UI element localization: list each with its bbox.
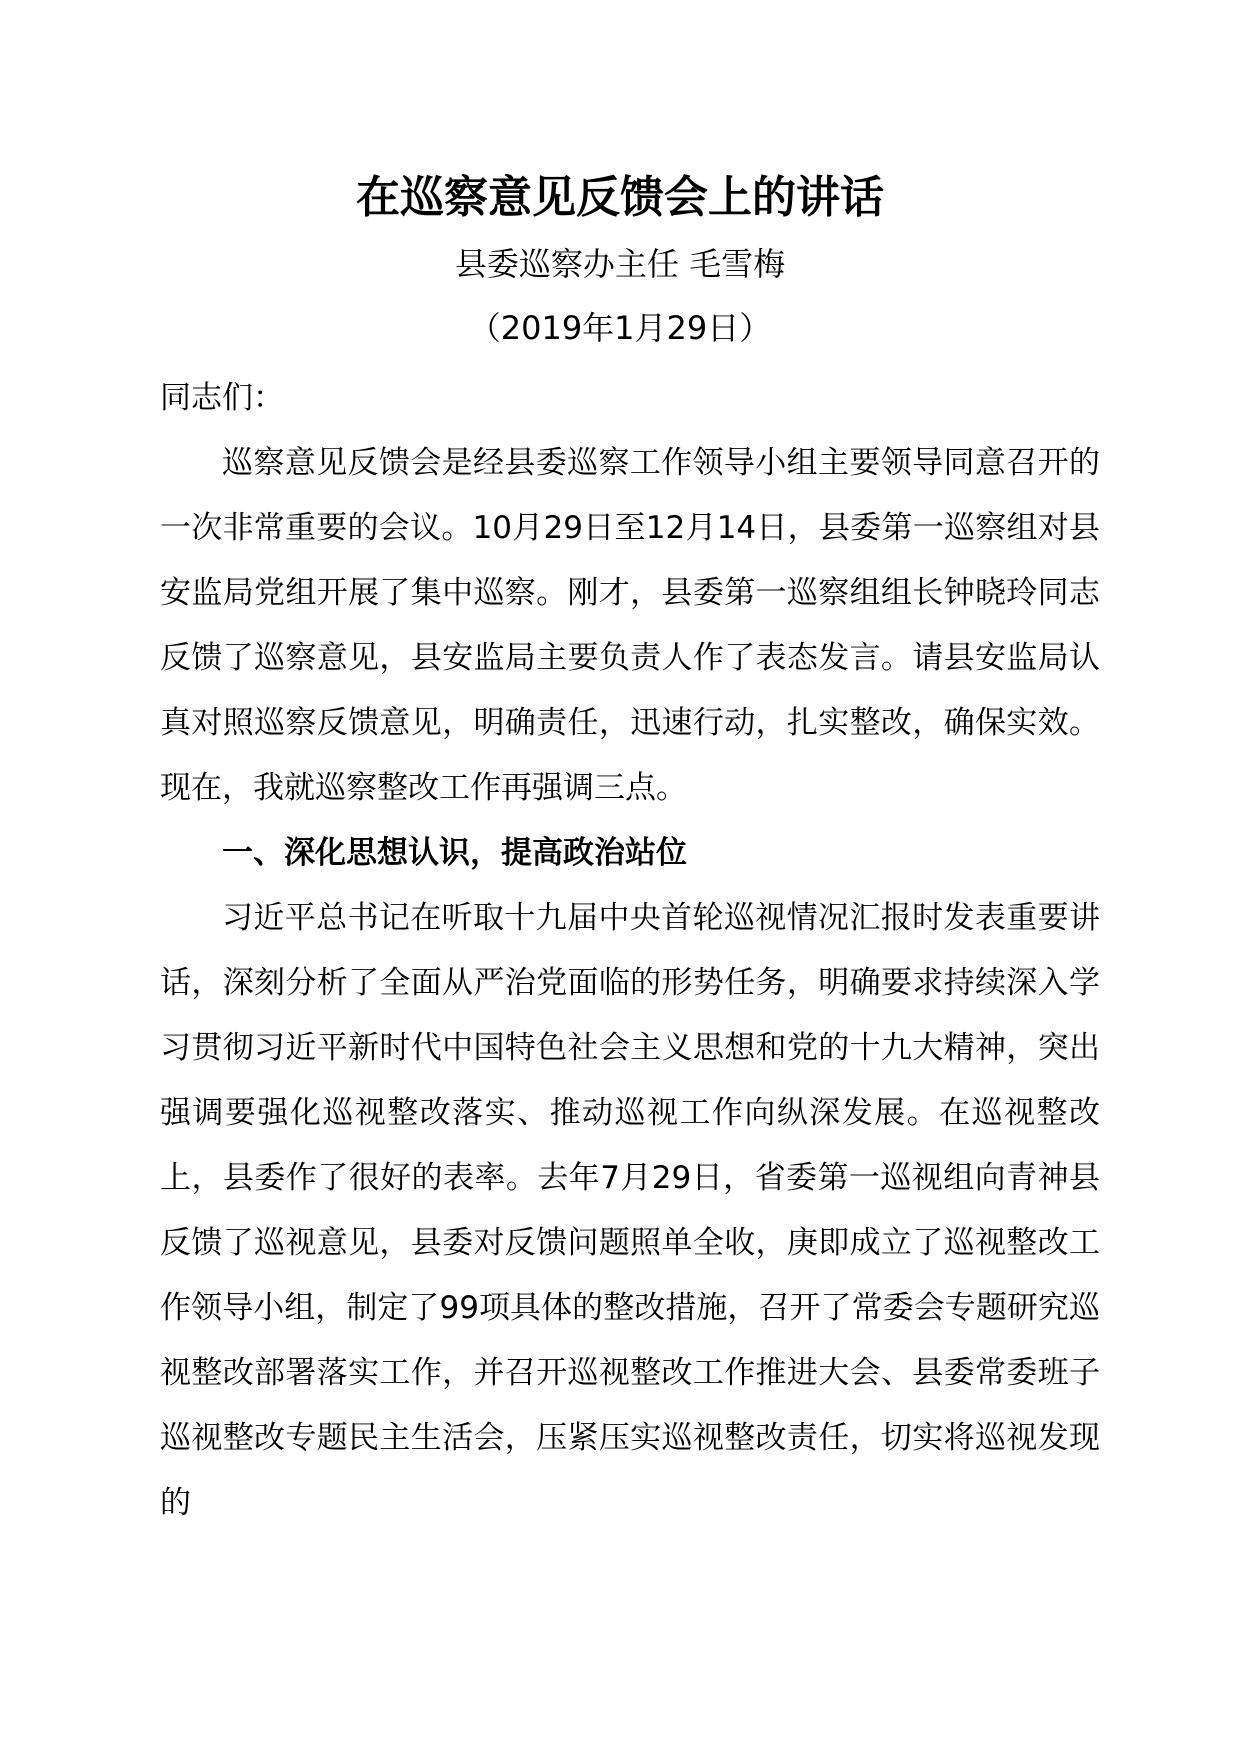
speech-body <box>160 366 1100 1536</box>
paragraph-section-one: 习近平总书记在听取十九届中央首轮巡视情况汇报时发表重要讲话，深刻分析了全面从严治党面临的形势任务，明确要求持续深入学习贯彻习近平新时代中国特色社会主义思想和党的十九大精神，突出强调要强化巡视整改落实、推动巡视工作向纵深发展。在巡视整改上，县委作了很好的表率。去年7月29日，省委第一巡视组向青神县反馈了巡视意见，县委对反馈问题照单全收，庚即成立了巡视整改工作领导小组，制定了99项具体的整改措施，召开了常委会专题研究巡视整改部署落实工作，并召开巡视整改工作推进大会、县委常委班子巡视整改专题民主生活会，压紧压实巡视整改责任，切实将巡视发现的 <box>160 900 1100 1521</box>
date-line: （2019年1月29日） <box>468 309 772 347</box>
author-line: 县委巡察办主任 毛雪梅 <box>454 245 786 283</box>
page-title: 在巡察意见反馈会上的讲话 <box>356 172 884 223</box>
salutation: 同志们： <box>160 380 284 416</box>
paragraph-intro: 巡察意见反馈会是经县委巡察工作领导小组主要领导同意召开的一次非常重要的会议。10月29日至12月14日，县委第一巡察组对县安监局党组开展了集中巡察。刚才，县委第一巡察组组长钟晓玲同志反馈了巡察意见，县安监局主要负责人作了表态发言。请县安监局认真对照巡察反馈意见，明确责任，迅速行动，扎实整改，确保实效。现在，我就巡察整改工作再强调三点。 <box>160 445 1100 806</box>
section-heading: 一、深化思想认识，提高政治站位 <box>222 835 687 871</box>
